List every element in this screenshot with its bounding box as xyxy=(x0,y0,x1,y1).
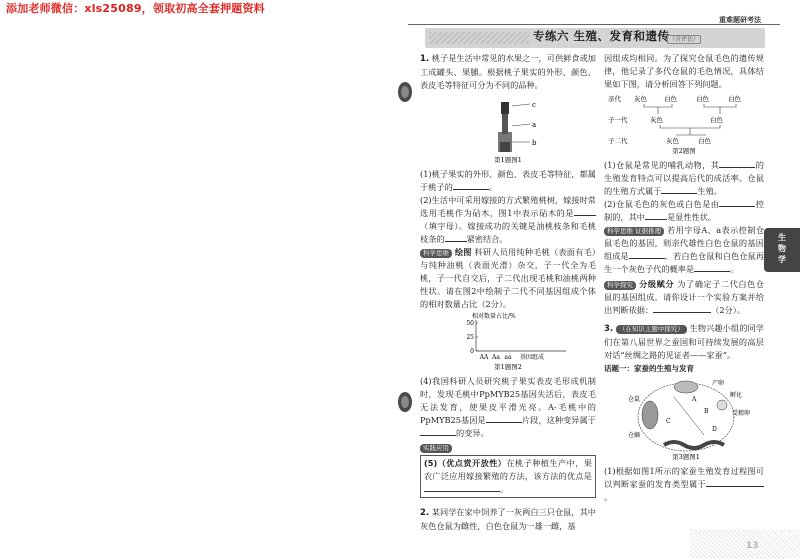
answer-blank[interactable] xyxy=(653,304,711,313)
question-3 xyxy=(604,322,764,362)
row-f1: 子一代 xyxy=(608,116,628,124)
label-hatch: 孵化 xyxy=(730,392,743,399)
label-adult: 仓鼠 xyxy=(628,396,641,403)
q2-p3-pill: 科学思维 证据推理 xyxy=(604,227,664,236)
label-lay-eggs: 产卵 xyxy=(712,380,725,387)
chart-category-label: aa xyxy=(504,354,512,361)
binding-hole xyxy=(398,82,412,102)
question-1: 1. 桃子是生活中常见的水果之一，可供鲜食或加工成罐头、果脯。根据桃子果实的外形、颜色、表皮毛等特征可分为不同的品种。 c a b 第1题图1 (1)桃子果实的外形、颜色、表皮毛等特征，都属于桃子的 。 (2)生活中可采用嫁接的方式繁殖桃树，嫁接时常选用毛桃作为砧木，图1中表示砧木的是（填字母）。嫁接成功的关键是油桃枝条和毛桃枝条的 紧密结合。 科学思维 绘图 科研人员用纯种毛桃（表面有毛）与纯种油桃（表面光滑）杂交，子一代全为毛桃，子一代自交后，子二代出现毛桃和油桃两种性状。请在图2中绘制子二代不同基因组成个体的相对数量占比（2分）。 相对数量占比/% 0 25 50 AA Aa aa 基因组成 第1题图2 (4)我国科研人员研究桃子果实表皮毛形成机制时，发现毛桃中PpMYB25基因失活后，表皮毛无法发育，使果皮平滑光亮。A-毛桃中的PpMYB25基因是 片段，这种变异属于的变异。 实践应用 (5)（优点赏开放性）在桃子种植生产中，果农广泛应用嫁接繁殖的方法，该方法的优点是。 2. 某同学在家中饲养了一灰两白三只仓鼠，其中灰色仓鼠为雌性，白色仓鼠为一雄一雌，基 xyxy=(420,53,596,531)
label-A: A xyxy=(692,396,697,403)
question-2: 因组成均相同。为了探究仓鼠毛色的遗传规律，他记录了多代仓鼠的毛色情况，具体结果如下图，请分析回答下列问题。 亲代 子一代 子二代 灰色 白色 白色 白色 灰色 白色 灰色 白色 第2题图 (1)仓鼠是常见的哺乳动物，其 的生殖发育特点可以提高后代的成活率。仓鼠的生殖方式属于 生殖。 (2)仓鼠毛色的灰色或白色是由 控制的，其中 是显性性状。 科学思维 证据推理 若用字母A、a表示控制仓鼠毛色的基因，则亲代雄性白色仓鼠的基因组成是 。若白色仓鼠和白色仓鼠再生一个灰色子代的概率是 。 科学探究 分级赋分 为了确定子二代白色仓鼠的基因组成，请你设计一个实验方案并给出判断依据： （2分）。 3. （在知识主题中探究） 生物兴趣小组的同学们在第八届世界之蚕国和可持续发展的高层对话“丝绸之路的见证者——家蚕”。 话题一：家蚕的生殖与发育 产卵 孵化 受精卵 仓鼠 仓蛹 A B C D 第3题图1 (1)根据如图1所示的家蚕生殖发育过程图可以判断家蚕的发育类型属于。 xyxy=(604,53,765,502)
scion-bud xyxy=(501,102,509,114)
section-title: 专练六 生殖、发育和遗传 xyxy=(533,29,670,43)
fig-caption: 第2题图 xyxy=(672,147,696,155)
q1-figure-2-chart[interactable] xyxy=(420,311,596,371)
chart-category-label: AA xyxy=(479,354,489,361)
rootstock-base xyxy=(500,142,510,152)
answer-blank[interactable] xyxy=(453,181,489,190)
q1-number: 1. xyxy=(420,54,430,64)
answer-blank[interactable] xyxy=(719,159,755,168)
label-B: B xyxy=(704,408,709,415)
q1-p4: (4)我国科研人员研究桃子果实表皮毛形成机制时，发现毛桃中PpMYB25基因失活后，表皮毛无法发育，使果皮平滑光亮。A-毛桃中的PpMYB25基因是 xyxy=(420,376,596,425)
q1-p3-pill: 科学思维 xyxy=(420,249,452,258)
chart-xlabel: 基因组成 xyxy=(520,354,545,361)
section-banner xyxy=(425,28,765,48)
label-c: c xyxy=(532,101,536,109)
q1-intro: 桃子是生活中常见的水果之一，可供鲜食或加工成罐头、果脯。根据桃子果实的外形、颜色、表皮毛等特征可分为不同的品种。 xyxy=(420,53,596,90)
fig2-caption: 第1题图2 xyxy=(494,363,522,371)
header-rule xyxy=(408,24,780,25)
binding-hole xyxy=(398,392,412,412)
cocoon xyxy=(642,401,658,429)
subject-label: 生物学 xyxy=(778,233,786,264)
chart-ylabel: 相对数量占比/% xyxy=(472,313,516,320)
q2-left-text: 某同学在家中饲养了一灰两白三只仓鼠，其中灰色仓鼠为雌性，白色仓鼠为一雄一雌，基 xyxy=(420,507,596,531)
corner-texture xyxy=(690,529,800,559)
answer-blank[interactable] xyxy=(629,250,665,259)
q3-pill: （在知识主题中探究） xyxy=(616,325,687,334)
chart-y-tick: 50 xyxy=(466,320,474,327)
answer-blank[interactable] xyxy=(719,198,755,207)
larva xyxy=(664,442,724,448)
question-2-start xyxy=(420,506,596,533)
q1-p5: 在桃子种植生产中，果农广泛应用嫁接繁殖的方法，该方法的优点是 xyxy=(424,458,592,481)
p-gray: 灰色 xyxy=(634,95,647,103)
f2-white: 白色 xyxy=(698,137,711,145)
q3-fig-caption: 第3题图1 xyxy=(672,453,700,461)
section-tag: （含评估） xyxy=(669,36,700,43)
q2-p4-pill: 科学探究 xyxy=(604,281,636,290)
q1-p2: (2)生活中可采用嫁接的方式繁殖桃树，嫁接时常选用毛桃作为砧木，图1中表示砧木的是 xyxy=(420,195,596,218)
answer-blank[interactable] xyxy=(420,427,456,436)
chart-categories xyxy=(479,354,512,361)
q1-p3: 科研人员用纯种毛桃（表面有毛）与纯种油桃（表面光滑）杂交，子一代全为毛桃，子一代自交后，子二代出现毛桃和油桃两种性状。请在图2中绘制子二代不同基因组成个体的相对数量占比（2分）。 xyxy=(420,247,596,309)
subject-side-tab xyxy=(764,228,800,272)
q2-p1: (1)仓鼠是常见的哺乳动物，其 xyxy=(604,160,720,170)
f2-gray: 灰色 xyxy=(666,137,679,145)
p-white: 白色 xyxy=(696,95,709,103)
fig1-caption: 第1题图1 xyxy=(494,156,522,164)
answer-blank[interactable] xyxy=(694,263,730,272)
pedigree-lines xyxy=(644,104,736,114)
chart-category-label: Aa xyxy=(492,354,500,361)
q1-p5-pill: 实践应用 xyxy=(420,444,452,453)
pedigree-lines-2 xyxy=(660,125,720,135)
q1-p3-bold: 绘图 xyxy=(454,247,472,257)
q2-p4: 为了确定子二代白色仓鼠的基因组成，请你设计一个实验方案并给出判断依据： xyxy=(604,279,764,315)
chart-y-tick: 0 xyxy=(470,348,474,355)
chart-y-tick: 25 xyxy=(466,334,474,341)
row-f2: 子二代 xyxy=(608,137,628,145)
moth xyxy=(674,381,698,393)
running-head: 重难题研考法 xyxy=(719,16,761,24)
q1-p1: (1)桃子果实的外形、颜色、表皮毛等特征，都属于桃子的 xyxy=(420,169,596,192)
label-egg: 受精卵 xyxy=(732,410,751,417)
q2-p4-bold: 分级赋分 xyxy=(639,279,675,289)
answer-blank[interactable] xyxy=(486,414,522,423)
q3-topic: 话题一：家蚕的生殖与发育 xyxy=(604,364,694,373)
answer-blank[interactable] xyxy=(661,185,697,194)
watermark: 添加老师微信：xls25089，领取初高全套押题资料 xyxy=(6,2,265,15)
q3-text: 生物兴趣小组的同学们在第八届世界之蚕国和可持续发展的高层对话“丝绸之路的见证者——家蚕”。 xyxy=(604,323,764,360)
f1-gray: 灰色 xyxy=(650,116,663,124)
q2-number: 2. xyxy=(420,508,430,518)
answer-blank[interactable] xyxy=(424,483,500,492)
q1-figure-1 xyxy=(420,92,596,164)
f1-white: 白色 xyxy=(710,116,723,124)
q2-p3: 若用字母A、a表示控制仓鼠毛色的基因，则亲代雄性白色仓鼠的基因组成是 xyxy=(604,225,765,261)
q3-p1: (1)根据如图1所示的家蚕生殖发育过程图可以判断家蚕的发育类型属于 xyxy=(604,466,764,489)
answer-blank[interactable] xyxy=(645,211,667,220)
row-parent: 亲代 xyxy=(608,95,621,103)
scion xyxy=(502,112,508,134)
q2-pedigree-figure xyxy=(604,91,764,155)
label-C: C xyxy=(666,418,671,425)
q2-p2: (2)仓鼠毛色的灰色或白色是由 xyxy=(604,199,720,209)
label-a: a xyxy=(532,121,537,129)
banner-decoration xyxy=(429,32,529,44)
q3-number: 3. xyxy=(604,324,614,334)
label-pupa: 仓蛹 xyxy=(628,432,641,439)
p-white: 白色 xyxy=(728,95,741,103)
q1-p5-bold: (5)（优点赏开放性） xyxy=(424,458,507,468)
p-white: 白色 xyxy=(664,95,677,103)
answer-blank[interactable] xyxy=(574,207,596,216)
answer-blank[interactable] xyxy=(445,233,467,242)
eggs xyxy=(717,400,727,410)
q1-p5-box: (5)（优点赏开放性）在桃子种植生产中，果农广泛应用嫁接繁殖的方法，该方法的优点是。 xyxy=(420,455,596,498)
q2-right-top: 因组成均相同。为了探究仓鼠毛色的遗传规律，他记录了多代仓鼠的毛色情况，具体结果如下图，请分析回答下列问题。 xyxy=(604,53,764,89)
label-b: b xyxy=(532,139,537,147)
answer-blank[interactable] xyxy=(706,478,764,487)
q3-figure-1 xyxy=(604,375,764,461)
label-D: D xyxy=(712,426,717,433)
